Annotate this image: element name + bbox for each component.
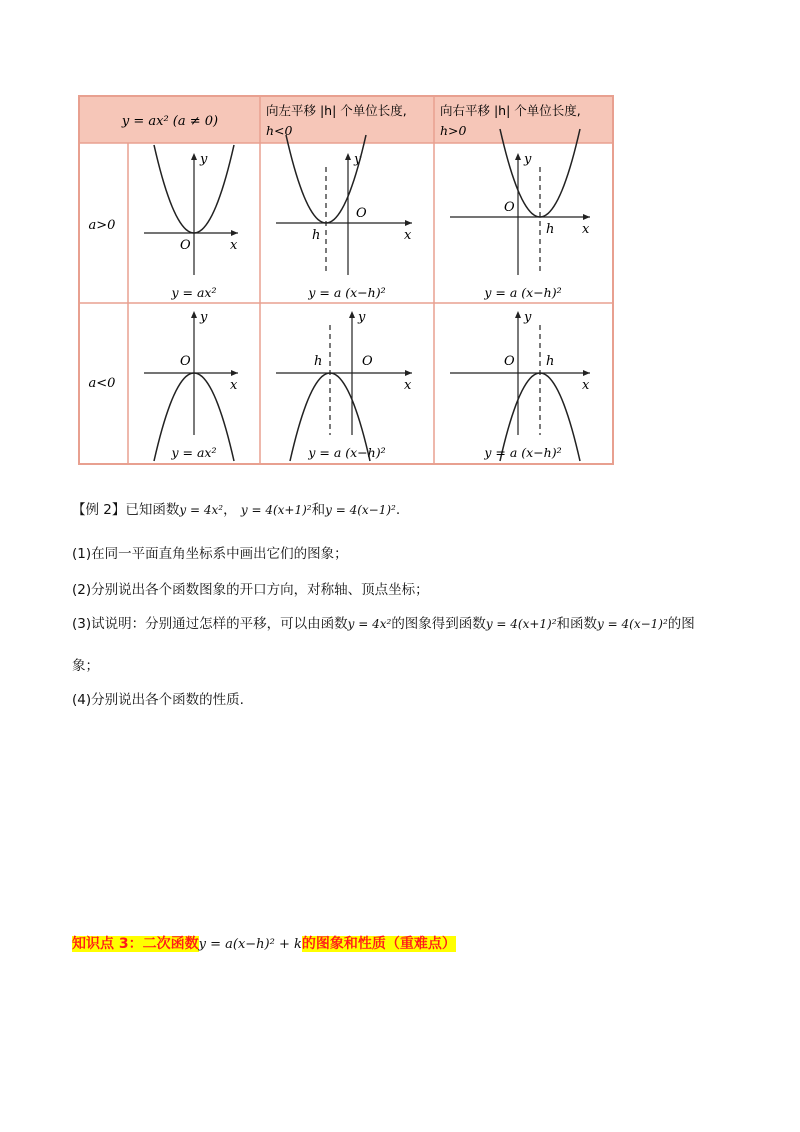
caption-r2c1: y = ax² xyxy=(171,445,217,460)
origin-label-r2c2: O xyxy=(362,354,373,369)
caption-r2c2: y = a (x−h)² xyxy=(308,445,386,460)
y-arrow-r1c1 xyxy=(191,153,197,160)
row-label-a-positive: a>0 xyxy=(88,218,116,233)
parabola-table xyxy=(78,95,614,465)
h-label-r2c3: h xyxy=(546,354,555,369)
x-label-r2c3: x xyxy=(582,378,590,393)
x-label-r1c1: x xyxy=(230,238,238,253)
formula-f1: y = 4x² xyxy=(179,503,224,517)
question-4: (4)分别说出各个函数的性质. xyxy=(72,692,244,708)
y-label-r2c1: y xyxy=(200,310,208,325)
example-title: 【例 2】已知函数 xyxy=(72,502,180,518)
header-col3-line1: 向右平移 |h| 个单位长度, xyxy=(440,103,581,118)
origin-label-r2c1: O xyxy=(180,354,191,369)
x-arrow-r1c2 xyxy=(405,220,412,226)
row-label-a-negative: a<0 xyxy=(88,376,116,391)
header-col3-line2: h>0 xyxy=(440,123,467,138)
caption-r1c1: y = ax² xyxy=(171,285,217,300)
q3-formula-2: y = 4(x+1)² xyxy=(485,617,557,631)
y-label-r2c3: y xyxy=(524,310,532,325)
y-label-r1c2: y xyxy=(354,152,362,167)
formula-f3: y = 4(x−1)² xyxy=(325,503,396,517)
q3-formula-3: y = 4(x−1)² xyxy=(597,617,668,631)
origin-label-r1c3: O xyxy=(504,200,515,215)
q3-text-b: 的图象得到函数 xyxy=(391,616,486,632)
origin-label-r1c1: O xyxy=(180,238,191,253)
y-arrow-r1c3 xyxy=(515,153,521,160)
y-label-r1c3: y xyxy=(524,152,532,167)
kp-suffix: 的图象和性质（重难点） xyxy=(301,936,456,952)
x-arrow-r1c1 xyxy=(231,230,238,236)
y-arrow-r2c1 xyxy=(191,311,197,318)
example-2-line xyxy=(72,500,400,520)
table-grid xyxy=(80,97,612,463)
caption-r1c2: y = a (x−h)² xyxy=(308,285,386,300)
x-arrow-r2c3 xyxy=(583,370,590,376)
question-2: (2)分别说出各个函数图象的开口方向，对称轴、顶点坐标； xyxy=(72,582,429,598)
question-3-cont: 象； xyxy=(72,658,99,674)
x-label-r2c2: x xyxy=(404,378,412,393)
formula-f2: y = 4(x+1)² xyxy=(240,503,312,517)
y-arrow-r2c3 xyxy=(515,311,521,318)
h-label-r1c2: h xyxy=(312,228,321,243)
kp-prefix: 知识点 3：二次函数 xyxy=(72,936,199,952)
header-col2-line1: 向左平移 |h| 个单位长度, xyxy=(266,103,407,118)
x-arrow-r1c3 xyxy=(583,214,590,220)
y-label-r2c2: y xyxy=(358,310,366,325)
x-label-r1c3: x xyxy=(582,222,590,237)
q3-text-d: 的图 xyxy=(667,616,695,632)
h-label-r2c2: h xyxy=(314,354,323,369)
q3-formula-1: y = 4x² xyxy=(347,617,392,631)
separator: ， xyxy=(223,502,237,518)
header-col1: y = ax² (a ≠ 0) xyxy=(121,114,219,129)
parabola-table-graphic xyxy=(80,97,612,463)
x-label-r1c2: x xyxy=(404,228,412,243)
header-col2-line2: h<0 xyxy=(266,123,293,138)
q3-text-c: 和函数 xyxy=(556,616,598,632)
y-arrow-r1c2 xyxy=(345,153,351,160)
question-3 xyxy=(72,614,695,634)
y-arrow-r2c2 xyxy=(349,311,355,318)
knowledge-point-heading xyxy=(72,934,456,955)
q3-text-a: (3)试说明：分别通过怎样的平移，可以由函数 xyxy=(72,616,348,632)
y-label-r1c1: y xyxy=(200,152,208,167)
kp-formula: y = a(x−h)² + k xyxy=(198,937,302,952)
period: . xyxy=(395,502,401,518)
x-arrow-r2c2 xyxy=(405,370,412,376)
x-label-r2c1: x xyxy=(230,378,238,393)
h-label-r1c3: h xyxy=(546,222,555,237)
and-text: 和 xyxy=(311,502,326,518)
question-1: (1)在同一平面直角坐标系中画出它们的图象； xyxy=(72,546,348,562)
x-arrow-r2c1 xyxy=(231,370,238,376)
caption-r2c3: y = a (x−h)² xyxy=(484,445,562,460)
origin-label-r2c3: O xyxy=(504,354,515,369)
origin-label-r1c2: O xyxy=(356,206,367,221)
caption-r1c3: y = a (x−h)² xyxy=(484,285,562,300)
